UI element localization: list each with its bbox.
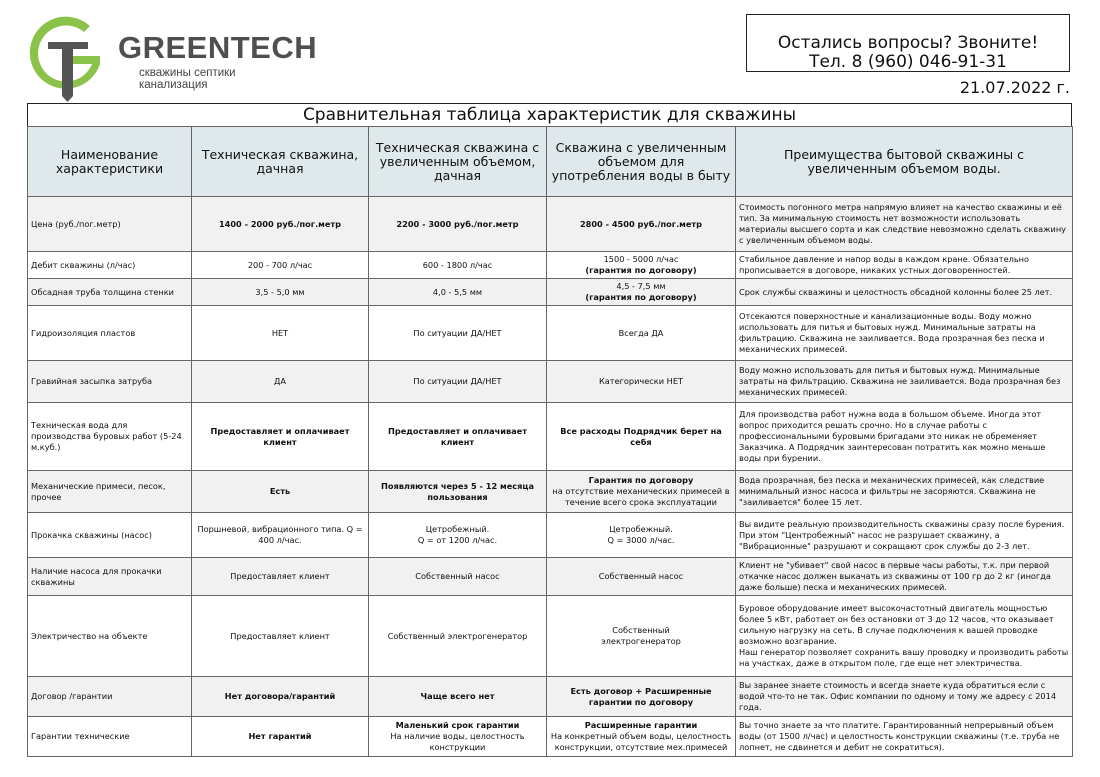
company-logo bbox=[26, 12, 318, 102]
cell-technical: ДА bbox=[192, 361, 369, 403]
cell-advantage: Воду можно использовать для питья и бытовых нужд. Минимальные затраты на фильтрацию. Скважина не заиливается. Вода прозрачная без механических примесей. bbox=[736, 361, 1073, 403]
cell-domestic: Собственный электрогенератор bbox=[547, 596, 736, 677]
table-title: Сравнительная таблица характеристик для скважины bbox=[27, 103, 1072, 126]
table-header-row bbox=[28, 127, 1073, 197]
cell-advantage: Клиент не "убивает" свой насос в первые часы работы, т.к. при первой откачке насос должен выкачать из скважины от 100 гр до 2 кг (иногда даже больше) песка и механических примесей. bbox=[736, 558, 1073, 596]
table-row bbox=[28, 306, 1073, 361]
table-row bbox=[28, 279, 1073, 306]
cell-advantage: Для производства работ нужна вода в большом объеме. Иногда этот вопрос приходится решать срочно. Но в случае работы с профессиональными буровыми бригадами это никак не обременяет Заказчика. А Подрядчик заинтересован потратить как можно меньше воды при бурении. bbox=[736, 403, 1073, 471]
cell-domestic: Категорически НЕТ bbox=[547, 361, 736, 403]
cell-technical: 3,5 - 5,0 мм bbox=[192, 279, 369, 306]
cell-domestic: Все расходы Подрядчик берет на себя bbox=[547, 403, 736, 471]
table-row bbox=[28, 717, 1073, 757]
header-advantages: Преимущества бытовой скважины с увеличенным объемом воды. bbox=[736, 127, 1073, 197]
row-name: Гарантии технические bbox=[28, 717, 192, 757]
row-name: Дебит скважины (л/час) bbox=[28, 252, 192, 279]
cell-technical: 1400 - 2000 руб./пог.метр bbox=[192, 197, 369, 252]
cell-advantage: Срок службы скважины и целостность обсадной колонны более 25 лет. bbox=[736, 279, 1073, 306]
contact-phone[interactable]: Тел. 8 (960) 046-91-31 bbox=[809, 52, 1007, 72]
cell-technical: Предоставляет клиент bbox=[192, 596, 369, 677]
cell-technical: Предоставляет и оплачивает клиент bbox=[192, 403, 369, 471]
header-domestic-well: Скважина с увеличенным объемом для употребления воды в быту bbox=[547, 127, 736, 197]
brand-name: GREENTECH bbox=[118, 30, 318, 65]
cell-technical-large-value: Маленький срок гарантии bbox=[395, 720, 520, 730]
table-row bbox=[28, 471, 1073, 513]
row-name: Гравийная засыпка затруба bbox=[28, 361, 192, 403]
cell-technical: Нет гарантий bbox=[192, 717, 369, 757]
cell-technical-large: Чаще всего нет bbox=[369, 677, 547, 717]
table-row bbox=[28, 197, 1073, 252]
cell-advantage: Вы точно знаете за что платите. Гарантированный непрерывный объем воды (от 1500 л/час) и целостность конструкции скважины (т.е. труба не лопнет, не сдвинется и дебит не сократиться). bbox=[736, 717, 1073, 757]
cell-technical-large-note: На наличие воды, целостность конструкции bbox=[390, 731, 525, 752]
table-row bbox=[28, 596, 1073, 677]
row-name: Техническая вода для производства буровых работ (5-24 м.куб.) bbox=[28, 403, 192, 471]
row-name: Гидроизоляция пластов bbox=[28, 306, 192, 361]
cell-technical: 200 - 700 л/час bbox=[192, 252, 369, 279]
cell-technical-large: Собственный электрогенератор bbox=[369, 596, 547, 677]
cell-technical-large: Собственный насос bbox=[369, 558, 547, 596]
row-name: Механические примеси, песок, прочее bbox=[28, 471, 192, 513]
cell-advantage: Вы заранее знаете стоимость и всегда знаете куда обратиться если с водой что-то не так. Офис компании по одному и тому же адресу с 2014 года. bbox=[736, 677, 1073, 717]
document-date: 21.07.2022 г. bbox=[959, 78, 1070, 97]
cell-domestic bbox=[547, 717, 736, 757]
table-row bbox=[28, 361, 1073, 403]
cell-domestic-note: На конкретный объем воды, целостность конструкции, отсутствие мех.примесей bbox=[550, 731, 732, 752]
header-characteristic: Наименование характеристики bbox=[28, 127, 192, 197]
cell-technical-large: Появляются через 5 - 12 месяца пользования bbox=[369, 471, 547, 513]
cell-technical: Предоставляет клиент bbox=[192, 558, 369, 596]
cell-domestic-note: (гарантия по договору) bbox=[585, 265, 697, 275]
cell-domestic: Собственный насос bbox=[547, 558, 736, 596]
cell-domestic-value: Расширенные гарантии bbox=[584, 720, 698, 730]
cell-technical: НЕТ bbox=[192, 306, 369, 361]
cell-domestic: Всегда ДА bbox=[547, 306, 736, 361]
cell-domestic-note: (гарантия по договору) bbox=[585, 292, 697, 302]
cell-domestic bbox=[547, 252, 736, 279]
row-name: Обсадная труба толщина стенки bbox=[28, 279, 192, 306]
table-row bbox=[28, 677, 1073, 717]
table-row bbox=[28, 513, 1073, 558]
cell-technical-large: Цетробежный. Q = от 1200 л/час. bbox=[369, 513, 547, 558]
cell-advantage: Вы видите реальную производительность скважины сразу после бурения. При этом "Центробежный" насос не разрушает скважину, а "Вибрационные" разрушают и сокращают срок службы до 2-3 лет. bbox=[736, 513, 1073, 558]
row-name: Электричество на объекте bbox=[28, 596, 192, 677]
cell-technical-large: Предоставляет и оплачивает клиент bbox=[369, 403, 547, 471]
cell-technical-large: По ситуации ДА/НЕТ bbox=[369, 306, 547, 361]
table-row bbox=[28, 252, 1073, 279]
brand-tagline: скважины септики канализация bbox=[139, 67, 236, 91]
logo-g-mark-icon bbox=[26, 12, 116, 102]
cell-advantage: Стоимость погонного метра напрямую влияет на качество скважины и её тип. За минимальную стоимость нет возможности использовать материалы высшего сорта и как следствие невозможно сделать скважину с увеличенным объемом воды. bbox=[736, 197, 1073, 252]
cell-domestic bbox=[547, 471, 736, 513]
cell-domestic: 2800 - 4500 руб./пог.метр bbox=[547, 197, 736, 252]
comparison-table bbox=[27, 126, 1073, 757]
contact-box bbox=[746, 14, 1070, 72]
cell-advantage: Стабильное давление и напор воды в каждом кране. Обязательно прописывается в договоре, никаких устных договоренностей. bbox=[736, 252, 1073, 279]
table-row bbox=[28, 558, 1073, 596]
row-name: Прокачка скважины (насос) bbox=[28, 513, 192, 558]
cell-domestic-value: 4,5 - 7,5 мм bbox=[616, 281, 666, 291]
cell-technical: Поршневой, вибрационного типа. Q = 400 л/час. bbox=[192, 513, 369, 558]
cell-domestic: Есть договор + Расширенные гарантии по договору bbox=[547, 677, 736, 717]
cell-technical-large: 600 - 1800 л/час bbox=[369, 252, 547, 279]
cell-domestic bbox=[547, 279, 736, 306]
row-name: Цена (руб./пог.метр) bbox=[28, 197, 192, 252]
row-name: Договор /гарантии bbox=[28, 677, 192, 717]
contact-question: Остались вопросы? Звоните! bbox=[777, 33, 1039, 53]
table-row bbox=[28, 403, 1073, 471]
cell-domestic-note: на отсутствие механических примесей в течение всего срока эксплуатации bbox=[552, 486, 730, 507]
header-technical-well-large: Техническая скважина с увеличенным объемом, дачная bbox=[369, 127, 547, 197]
cell-technical-large: 4,0 - 5,5 мм bbox=[369, 279, 547, 306]
cell-domestic-value: 1500 - 5000 л/час bbox=[603, 254, 679, 264]
cell-domestic: Цетробежный. Q = 3000 л/час. bbox=[547, 513, 736, 558]
cell-technical: Нет договора/гарантий bbox=[192, 677, 369, 717]
cell-technical-large: По ситуации ДА/НЕТ bbox=[369, 361, 547, 403]
header-technical-well: Техническая скважина, дачная bbox=[192, 127, 369, 197]
cell-technical: Есть bbox=[192, 471, 369, 513]
cell-advantage: Отсекаются поверхностные и канализационные воды. Воду можно использовать для питья и бытовых нужд. Минимальные затраты на фильтрацию. Скважина не заиливается. Вода прозрачная без песка и механических примесей. bbox=[736, 306, 1073, 361]
cell-technical-large bbox=[369, 717, 547, 757]
cell-advantage: Вода прозрачная, без песка и механических примесей, как следствие минимальный износ насоса и фильтры не засоряются. Скважина не "заиливается" более 15 лет. bbox=[736, 471, 1073, 513]
cell-advantage: Буровое оборудование имеет высокочастотный двигатель мощностью более 5 кВт, работает он без остановки от 3 до 12 часов, что оказывает сильную нагрузку на сеть. В случае подключения к вашей проводке возможно возгарание. Наш генератор позволяет сохранить вашу проводку и производить работы на участках, даже в открытом поле, где еще нет электричества. bbox=[736, 596, 1073, 677]
row-name: Наличие насоса для прокачки скважины bbox=[28, 558, 192, 596]
cell-domestic-value: Гарантия по договору bbox=[588, 475, 694, 485]
cell-technical-large: 2200 - 3000 руб./пог.метр bbox=[369, 197, 547, 252]
comparison-table-section bbox=[27, 103, 1072, 757]
